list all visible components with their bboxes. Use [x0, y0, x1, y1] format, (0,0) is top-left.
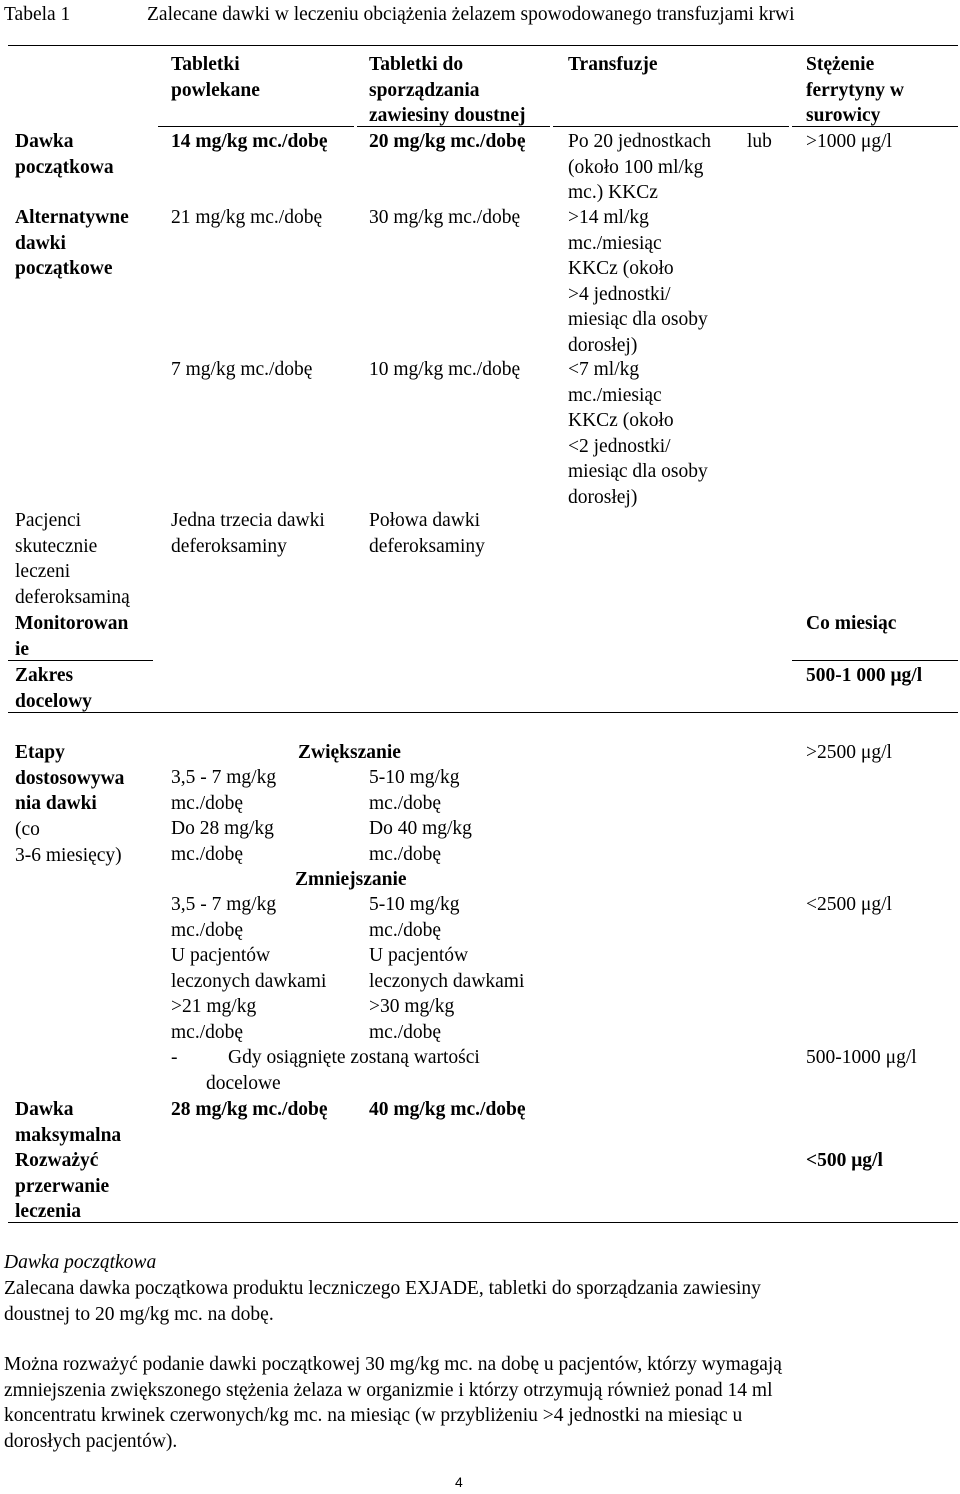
- target-reached-dash: -: [171, 1047, 178, 1068]
- increase-dispersible: 5-10 mg/kg mc./dobę Do 40 mg/kg mc./dobę: [369, 767, 472, 865]
- target-reached-ferritin: 500-1000 μg/l: [806, 1047, 917, 1068]
- initial-dispersible: 20 mg/kg mc./dobę: [369, 131, 526, 152]
- alt2-tablets: 7 mg/kg mc./dobę: [171, 359, 313, 380]
- table-label: Tabela 1: [4, 4, 71, 25]
- decrease-dispersible: 5-10 mg/kg mc./dobę U pacjentów leczonych dawkami >30 mg/kg mc./dobę: [369, 894, 525, 1043]
- col-header-rule-1: [158, 126, 354, 127]
- monitoring-rule-right: [792, 660, 958, 661]
- table-bottom-rule: [8, 1222, 958, 1223]
- increase-title: Zwiększanie: [298, 742, 401, 763]
- row-label-initial: Dawka początkowa: [15, 131, 114, 178]
- increase-tablets: 3,5 - 7 mg/kg mc./dobę Do 28 mg/kg mc./dobę: [171, 767, 277, 865]
- target-ferritin: 500-1 000 μg/l: [806, 665, 923, 686]
- row-label-monitoring: Monitorowan ie: [15, 613, 129, 660]
- alt1-tablets: 21 mg/kg mc./dobę: [171, 207, 323, 228]
- stop-ferritin: <500 μg/l: [806, 1150, 883, 1171]
- row-label-adjustment: Etapy dostosowywa nia dawki: [15, 742, 125, 815]
- dfo-tablets: Jedna trzecia dawki deferoksaminy: [171, 510, 325, 557]
- section-heading: Dawka początkowa: [4, 1252, 157, 1273]
- paragraph-2: Można rozważyć podanie dawki początkowej 30 mg/kg mc. na dobę u pacjentów, którzy wymagają zmniejszenia zwiększonego stężenia żelaza w organizmie i którzy otrzymują również ponad 14 ml koncentratu krwinek czerwonych/kg mc. na miesiąc (w przybliżeniu >4 jednostki na miesiąc u dorosłych pacjentów).: [4, 1354, 782, 1452]
- decrease-title: Zmniejszanie: [295, 869, 407, 890]
- row-label-alternative: Alternatywne dawki początkowe: [15, 207, 129, 280]
- page-number: 4: [455, 1474, 463, 1490]
- target-reached-line1: Gdy osiągnięte zostaną wartości: [228, 1047, 480, 1068]
- alt2-transfusions: <7 ml/kg mc./miesiąc KKCz (około <2 jednostki/ miesiąc dla osoby dorosłej): [568, 359, 708, 508]
- alt1-transfusions: >14 ml/kg mc./miesiąc KKCz (około >4 jednostki/ miesiąc dla osoby dorosłej): [568, 207, 708, 356]
- row-label-deferoxamine: Pacjenci skutecznie leczeni deferoksaminą: [15, 510, 130, 608]
- row-label-target: Zakres docelowy: [15, 665, 92, 712]
- dfo-dispersible: Połowa dawki deferoksaminy: [369, 510, 485, 557]
- adjustment-interval: (co 3-6 miesięcy): [15, 819, 122, 866]
- header-dispersible: Tabletki do sporządzania zawiesiny doustnej: [369, 54, 526, 127]
- paragraph-1: Zalecana dawka początkowa produktu leczniczego EXJADE, tabletki do sporządzania zawiesiny doustnej to 20 mg/kg mc. na dobę.: [4, 1278, 761, 1325]
- col-header-rule-3: [553, 126, 789, 127]
- section-rule: [8, 712, 958, 713]
- row-label-stop: Rozważyć przerwanie leczenia: [15, 1150, 110, 1223]
- decrease-tablets: 3,5 - 7 mg/kg mc./dobę U pacjentów leczonych dawkami >21 mg/kg mc./dobę: [171, 894, 327, 1043]
- max-dispersible: 40 mg/kg mc./dobę: [369, 1099, 526, 1120]
- initial-transfusions: Po 20 jednostkach (około 100 ml/kg mc.) KKCz: [568, 131, 711, 204]
- monitoring-frequency: Co miesiąc: [806, 613, 897, 634]
- initial-tablets: 14 mg/kg mc./dobę: [171, 131, 328, 152]
- alt2-dispersible: 10 mg/kg mc./dobę: [369, 359, 521, 380]
- row-label-max: Dawka maksymalna: [15, 1099, 122, 1146]
- increase-ferritin: >2500 μg/l: [806, 742, 892, 763]
- header-tablets: Tabletki powlekane: [171, 54, 260, 101]
- max-tablets: 28 mg/kg mc./dobę: [171, 1099, 328, 1120]
- alt1-dispersible: 30 mg/kg mc./dobę: [369, 207, 521, 228]
- initial-or: lub: [747, 131, 772, 152]
- initial-ferritin: >1000 μg/l: [806, 131, 892, 152]
- target-reached-line2: docelowe: [206, 1073, 281, 1094]
- header-transfusions: Transfuzje: [568, 54, 658, 75]
- table-title: Zalecane dawki w leczeniu obciążenia żelazem spowodowanego transfuzjami krwi: [147, 4, 795, 25]
- decrease-ferritin: <2500 μg/l: [806, 894, 892, 915]
- table-top-rule: [8, 45, 958, 46]
- header-ferritin: Stężenie ferrytyny w surowicy: [806, 54, 905, 127]
